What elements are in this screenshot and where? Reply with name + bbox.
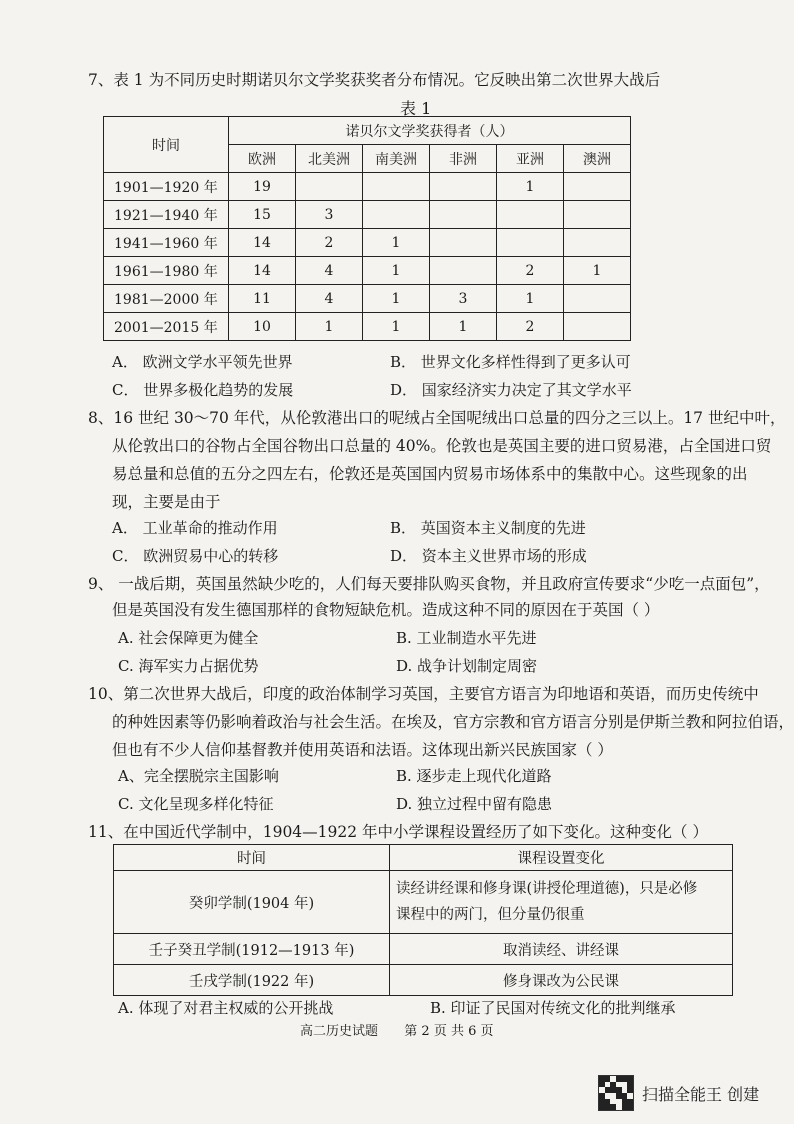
count-cell: 4 xyxy=(296,285,363,313)
q11-curriculum-table xyxy=(113,844,733,996)
region-header: 非洲 xyxy=(430,145,497,173)
count-cell: 1 xyxy=(497,285,564,313)
region-header: 北美洲 xyxy=(296,145,363,173)
table-header-group: 诺贝尔文学奖获得者（人） xyxy=(229,117,631,145)
count-cell xyxy=(497,229,564,257)
q8-line: 8、16 世纪 30～70 年代，从伦敦港出口的呢绒占全国呢绒出口总量的四分之三以上。17 世纪中叶， xyxy=(88,409,786,427)
q7-option-c[interactable]: C． 世界多极化趋势的发展 xyxy=(112,381,294,399)
count-cell: 2 xyxy=(497,313,564,341)
q8-line: 现，主要是由于 xyxy=(112,493,221,511)
table-row xyxy=(104,285,631,313)
change-line: 读经讲经课和修身课(讲授伦理道德)，只是必修 xyxy=(396,881,698,897)
region-header: 澳洲 xyxy=(564,145,631,173)
count-cell: 15 xyxy=(229,201,296,229)
table-row xyxy=(114,871,733,934)
qr-code-icon xyxy=(598,1075,634,1111)
count-cell: 1 xyxy=(363,229,430,257)
scanner-watermark xyxy=(598,1075,759,1111)
q7-option-d[interactable]: D． 国家经济实力决定了其文学水平 xyxy=(390,381,632,399)
count-cell: 14 xyxy=(229,257,296,285)
change-line: 课程中的两门，但分量仍很重 xyxy=(396,907,585,923)
q11-stem: 11、在中国近代学制中，1904—1922 年中小学课程设置经历了如下变化。这种变化（ ） xyxy=(88,823,708,841)
school-system-cell: 壬子癸丑学制(1912—1913 年) xyxy=(114,934,390,965)
count-cell: 1 xyxy=(430,313,497,341)
footer-page-number: 第 2 页 共 6 页 xyxy=(404,1024,494,1039)
count-cell xyxy=(430,201,497,229)
q9-option-a[interactable]: A. 社会保障更为健全 xyxy=(118,629,259,647)
count-cell: 1 xyxy=(363,313,430,341)
count-cell: 4 xyxy=(296,257,363,285)
q8-line: 从伦敦出口的谷物占全国谷物出口总量的 40%。伦敦也是英国主要的进口贸易港，占全国进口贸 xyxy=(112,437,772,455)
q7-option-a[interactable]: A． 欧洲文学水平领先世界 xyxy=(112,353,293,371)
q8-option-d[interactable]: D． 资本主义世界市场的形成 xyxy=(390,547,587,565)
change-cell xyxy=(390,871,733,934)
change-cell: 修身课改为公民课 xyxy=(390,965,733,996)
q9-option-c[interactable]: C. 海军实力占据优势 xyxy=(118,657,259,675)
count-cell xyxy=(296,173,363,201)
count-cell: 1 xyxy=(363,285,430,313)
table-row xyxy=(104,173,631,201)
q9-option-d[interactable]: D. 战争计划制定周密 xyxy=(396,657,538,675)
count-cell xyxy=(564,173,631,201)
table-row xyxy=(104,257,631,285)
q10-line: 的种姓因素等仍影响着政治与社会生活。在埃及，官方宗教和官方语言分别是伊斯兰教和阿拉伯语， xyxy=(112,713,794,731)
q10-option-d[interactable]: D. 独立过程中留有隐患 xyxy=(396,795,553,813)
period-cell: 1981—2000 年 xyxy=(104,285,229,313)
q7-stem: 7、表 1 为不同历史时期诺贝尔文学奖获奖者分布情况。它反映出第二次世界大战后 xyxy=(88,71,661,89)
count-cell xyxy=(430,229,497,257)
q10-option-a[interactable]: A、完全摆脱宗主国影响 xyxy=(118,767,279,785)
count-cell: 1 xyxy=(564,257,631,285)
count-cell xyxy=(564,229,631,257)
q9-line: 但是英国没有发生德国那样的食物短缺危机。造成这种不同的原因在于英国（ ） xyxy=(112,601,660,619)
q9-line: 9、 一战后期，英国虽然缺少吃的，人们每天要排队购买食物，并且政府宣传要求“少吃一点面包”， xyxy=(88,575,770,593)
q11-option-b[interactable]: B. 印证了民国对传统文化的批判继承 xyxy=(430,999,676,1017)
count-cell: 1 xyxy=(296,313,363,341)
period-cell: 1941—1960 年 xyxy=(104,229,229,257)
count-cell xyxy=(430,173,497,201)
count-cell: 10 xyxy=(229,313,296,341)
count-cell xyxy=(564,285,631,313)
q10-option-b[interactable]: B. 逐步走上现代化道路 xyxy=(396,767,552,785)
period-cell: 2001—2015 年 xyxy=(104,313,229,341)
q8-option-a[interactable]: A． 工业革命的推动作用 xyxy=(112,519,278,537)
q11-option-a[interactable]: A. 体现了对君主权威的公开挑战 xyxy=(118,999,334,1017)
q7-nobel-table xyxy=(103,116,631,341)
count-cell: 1 xyxy=(497,173,564,201)
q8-option-b[interactable]: B． 英国资本主义制度的先进 xyxy=(390,519,586,537)
count-cell: 3 xyxy=(430,285,497,313)
footer-subject: 高二历史试题 xyxy=(300,1024,379,1039)
table-row xyxy=(114,934,733,965)
change-cell: 取消读经、讲经课 xyxy=(390,934,733,965)
period-cell: 1901—1920 年 xyxy=(104,173,229,201)
table-header-time: 时间 xyxy=(104,117,229,173)
table-row xyxy=(104,229,631,257)
q7-option-b[interactable]: B． 世界文化多样性得到了更多认可 xyxy=(390,353,631,371)
q10-line: 10、第二次世界大战后，印度的政治体制学习英国，主要官方语言为印地语和英语，而历史传统中 xyxy=(88,685,759,703)
q7-table-caption: 表 1 xyxy=(400,99,432,118)
count-cell xyxy=(363,201,430,229)
count-cell xyxy=(564,201,631,229)
q8-line: 易总量和总值的五分之四左右，伦敦还是英国国内贸易市场体系中的集散中心。这些现象的出 xyxy=(112,465,748,483)
q10-line: 但也有不少人信仰基督教并使用英语和法语。这体现出新兴民族国家（ ） xyxy=(112,741,613,759)
q9-option-b[interactable]: B. 工业制造水平先进 xyxy=(396,629,537,647)
scanner-label: 扫描全能王 创建 xyxy=(642,1084,760,1104)
count-cell xyxy=(430,257,497,285)
table-row xyxy=(114,965,733,996)
school-system-cell: 癸卯学制(1904 年) xyxy=(114,871,390,934)
period-cell: 1921—1940 年 xyxy=(104,201,229,229)
count-cell: 3 xyxy=(296,201,363,229)
school-system-cell: 壬戌学制(1922 年) xyxy=(114,965,390,996)
table-row xyxy=(104,313,631,341)
table-header-change: 课程设置变化 xyxy=(390,845,733,871)
count-cell: 14 xyxy=(229,229,296,257)
count-cell xyxy=(497,201,564,229)
count-cell: 19 xyxy=(229,173,296,201)
period-cell: 1961—1980 年 xyxy=(104,257,229,285)
page-footer xyxy=(300,1020,494,1039)
count-cell: 2 xyxy=(296,229,363,257)
count-cell xyxy=(564,313,631,341)
q8-option-c[interactable]: C． 欧洲贸易中心的转移 xyxy=(112,547,279,565)
region-header: 南美洲 xyxy=(363,145,430,173)
region-header: 欧洲 xyxy=(229,145,296,173)
table-header-time: 时间 xyxy=(114,845,390,871)
count-cell: 2 xyxy=(497,257,564,285)
count-cell: 11 xyxy=(229,285,296,313)
count-cell: 1 xyxy=(363,257,430,285)
table-row xyxy=(104,201,631,229)
count-cell xyxy=(363,173,430,201)
q10-option-c[interactable]: C. 文化呈现多样化特征 xyxy=(118,795,274,813)
region-header: 亚洲 xyxy=(497,145,564,173)
